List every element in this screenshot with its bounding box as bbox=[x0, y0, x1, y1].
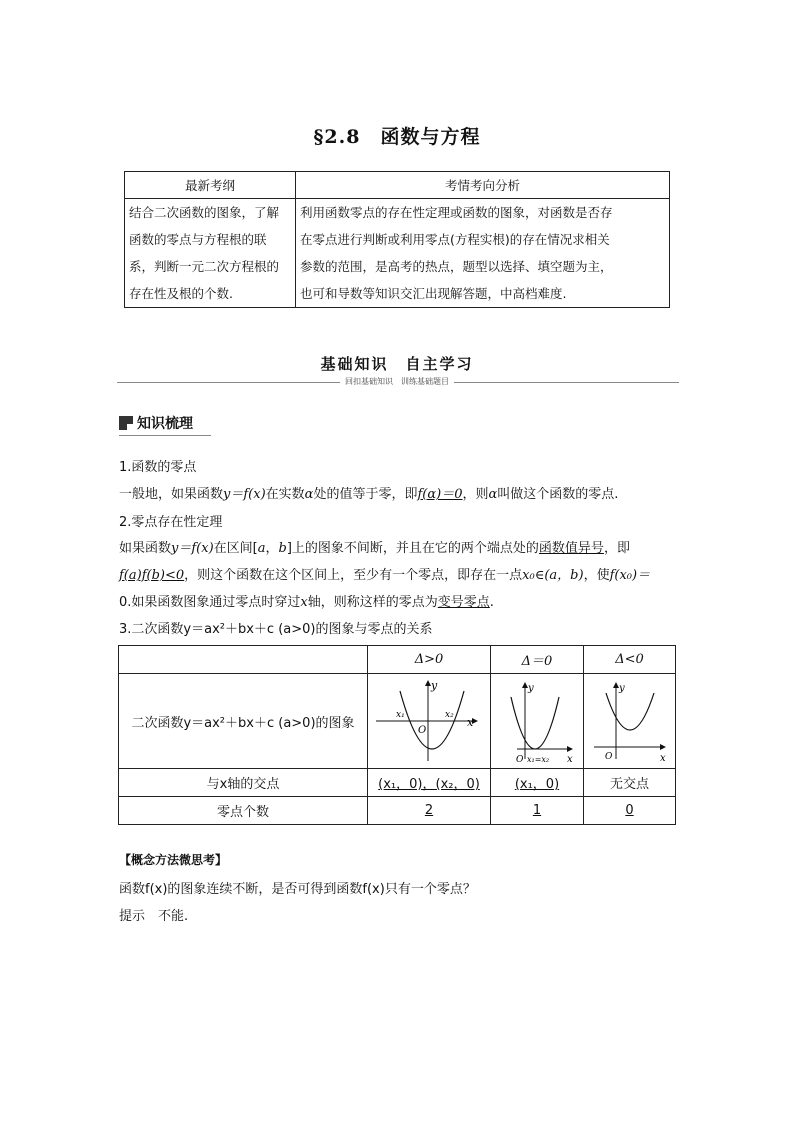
row-intersection-label: 与x轴的交点 bbox=[119, 769, 368, 797]
item1-text: 一般地，如果函数y＝f(x)在实数α处的值等于零，即f(α)＝0，则α叫做这个函数的零点. bbox=[119, 487, 619, 502]
intersection-none: 无交点 bbox=[584, 769, 676, 797]
fill-blank: f(α)＝0 bbox=[417, 487, 463, 502]
zero-count-one: 1 bbox=[491, 797, 584, 825]
svg-text:O: O bbox=[604, 751, 612, 762]
row-zero-count-label: 零点个数 bbox=[119, 797, 368, 825]
svg-text:x: x bbox=[659, 752, 666, 764]
svg-text:x₁: x₁ bbox=[396, 709, 405, 720]
svg-text:O: O bbox=[516, 754, 524, 764]
col-header-analysis: 考情考向分析 bbox=[296, 172, 670, 199]
graph-two-roots bbox=[368, 674, 491, 769]
item3-title: 3.二次函数y＝ax²＋bx＋c (a>0)的图象与零点的关系 bbox=[119, 622, 433, 637]
header-delta-pos: Δ>0 bbox=[368, 646, 491, 674]
zero-count-zero: 0 bbox=[584, 797, 676, 825]
knowledge-heading: 知识梳理 bbox=[119, 413, 193, 433]
fill-blank: 变号零点 bbox=[437, 595, 490, 610]
section-title: 基础知识 自主学习 bbox=[320, 355, 474, 373]
svg-text:y: y bbox=[618, 682, 625, 694]
svg-text:x: x bbox=[467, 715, 474, 729]
intersection-one: (x₁，0) bbox=[491, 769, 584, 797]
item2-line3: 0.如果函数图象通过零点时穿过x轴，则称这样的零点为变号零点. bbox=[119, 595, 494, 610]
note-heading: 【概念方法微思考】 bbox=[119, 853, 228, 867]
fill-blank: 函数值异号 bbox=[538, 541, 604, 556]
section-subtitle: 回扣基础知识 训练基础题目 bbox=[0, 376, 794, 387]
row-graph-label: 二次函数y＝ax²＋bx＋c (a>0)的图象 bbox=[119, 674, 368, 769]
graph-one-root bbox=[491, 674, 584, 769]
header-delta-zero: Δ＝0 bbox=[491, 646, 584, 674]
svg-text:y: y bbox=[431, 678, 438, 692]
knowledge-underline bbox=[119, 435, 211, 436]
intersection-two: (x₁，0)，(x₂，0) bbox=[368, 769, 491, 797]
header-delta-neg: Δ<0 bbox=[584, 646, 676, 674]
zero-count-two: 2 bbox=[368, 797, 491, 825]
syllabus-table bbox=[124, 171, 670, 308]
item2-title: 2.零点存在性定理 bbox=[119, 515, 223, 530]
svg-text:y: y bbox=[528, 682, 534, 694]
syllabus-cell: 结合二次函数的图象，了解 函数的零点与方程根的联 系，判断一元二次方程根的 存在性及根的个数. bbox=[125, 199, 296, 308]
svg-text:x₁=x₂: x₁=x₂ bbox=[527, 754, 550, 764]
item1-title: 1.函数的零点 bbox=[119, 460, 197, 475]
graph-no-root bbox=[584, 674, 676, 769]
page-title: §2.8 函数与方程 bbox=[313, 126, 481, 148]
svg-text:O: O bbox=[418, 724, 427, 736]
item2-line2: f(a)f(b)<0，则这个函数在这个区间上，至少有一个零点，即存在一点x₀∈(a，b)，使f(x₀)＝ bbox=[119, 568, 651, 583]
note-question: 函数f(x)的图象连续不断，是否可得到函数f(x)只有一个零点？ bbox=[119, 882, 476, 897]
square-icon bbox=[119, 416, 133, 430]
quadratic-table bbox=[118, 645, 676, 825]
item2-line1: 如果函数y＝f(x)在区间[a，b]上的图象不间断，并且在它的两个端点处的函数值异号，即 bbox=[119, 541, 630, 556]
fill-blank: f(a)f(b)<0 bbox=[119, 568, 185, 583]
analysis-cell: 利用函数零点的存在性定理或函数的图象，对函数是否存 在零点进行判断或利用零点(方程实根)的存在情况求相关 参数的范围，是高考的热点，题型以选择、填空题为主， 也可和导数等知识交汇出现解答题，中高档难度. bbox=[296, 199, 670, 308]
svg-text:x: x bbox=[567, 753, 573, 764]
svg-text:x₂: x₂ bbox=[445, 709, 454, 720]
note-answer: 提示 不能. bbox=[119, 909, 189, 924]
col-header-syllabus: 最新考纲 bbox=[125, 172, 296, 199]
